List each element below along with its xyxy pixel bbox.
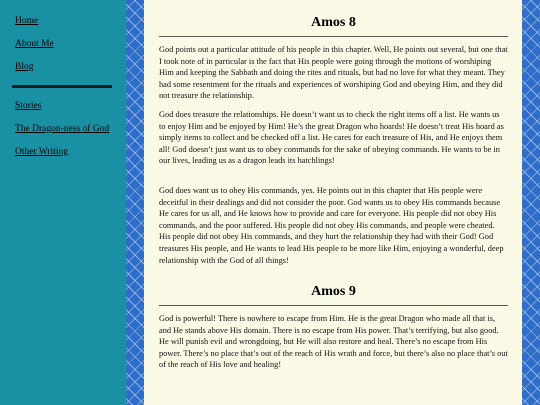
heading-rule xyxy=(159,36,508,37)
paragraph-text: God points out a particular attitude of his people in this chapter. Well, He points out several, but one that I took note of in particular is the fact that His people were going through the motions of worshiping Him and keeping the Sabbath and doing the rites and rituals, but had no love for what they meant. They had some resentment for the rituals and experiences of worshiping God and obeying Him, and they did not treasure the relationship. xyxy=(159,45,508,101)
heading-rule xyxy=(159,305,508,306)
sidebar xyxy=(0,0,126,405)
nav-link-stories[interactable]: Stories xyxy=(15,101,42,111)
section-heading-amos-9 xyxy=(159,284,508,300)
nav-divider xyxy=(12,85,112,88)
section-heading-amos-8 xyxy=(159,15,508,31)
nav-link-other-writing[interactable]: Other Writing xyxy=(15,147,69,157)
paragraph-text: God is powerful! There is nowhere to escape from Him. He is the great Dragon who made all that is, and He stands above His domain. There is no escape from His power. That’s terrifying, but also good. He will punish evil and wrongdoing, but He will also restore and heal. There’s no escape from His power. There’s no place that’s out of the reach of His wrath and force, but there’s also no place that’s out of the reach of His love and healing! xyxy=(159,314,508,370)
paragraph-text: God does want us to obey His commands, yes. He points out in this chapter that His people were deceitful in their dealings and did not consider the poor. God wants us to obey His commands because He cares for us all, and He knows how to provide and care for everyone. His people did not obey His commands, and the poor suffered. His people did not obey His commands, and people were cheated. His people did not obey His commands, and they hurt the relationship they had with their God! God treasures His people, and He wants to lead His people to be more like Him, enjoying a wonderful, deep relationship with the God of all things! xyxy=(159,186,504,265)
nav-link-dragon-ness-of-god[interactable]: The Dragon-ness of God xyxy=(15,124,110,134)
paragraph xyxy=(159,185,508,266)
paragraph xyxy=(159,44,508,102)
nav-link-blog[interactable]: Blog xyxy=(15,62,34,72)
paragraph xyxy=(159,313,508,371)
main-content xyxy=(144,0,522,405)
decorative-border-right xyxy=(522,0,540,405)
paragraph-text: God does treasure the relationships. He doesn’t want us to check the right items off a list. He wants us to enjoy Him and be enjoyed by Him! He’s the great Dragon who hoards! He doesn’t treat His hoard as simply items to collect and be checked off a list. He cares for each treasure of His, and He enjoys them all! God doesn’t just want us to obey commands for the sake of obeying commands. He wants to be in our lives, leading us as a dragon leads its hatchlings! xyxy=(159,110,504,166)
paragraph xyxy=(159,109,508,167)
decorative-border-left xyxy=(126,0,144,405)
heading-amos-8: Amos 8 xyxy=(311,15,356,30)
nav-link-about-me[interactable]: About Me xyxy=(15,39,54,49)
heading-amos-9: Amos 9 xyxy=(311,284,356,299)
nav-link-home[interactable]: Home xyxy=(15,16,39,26)
